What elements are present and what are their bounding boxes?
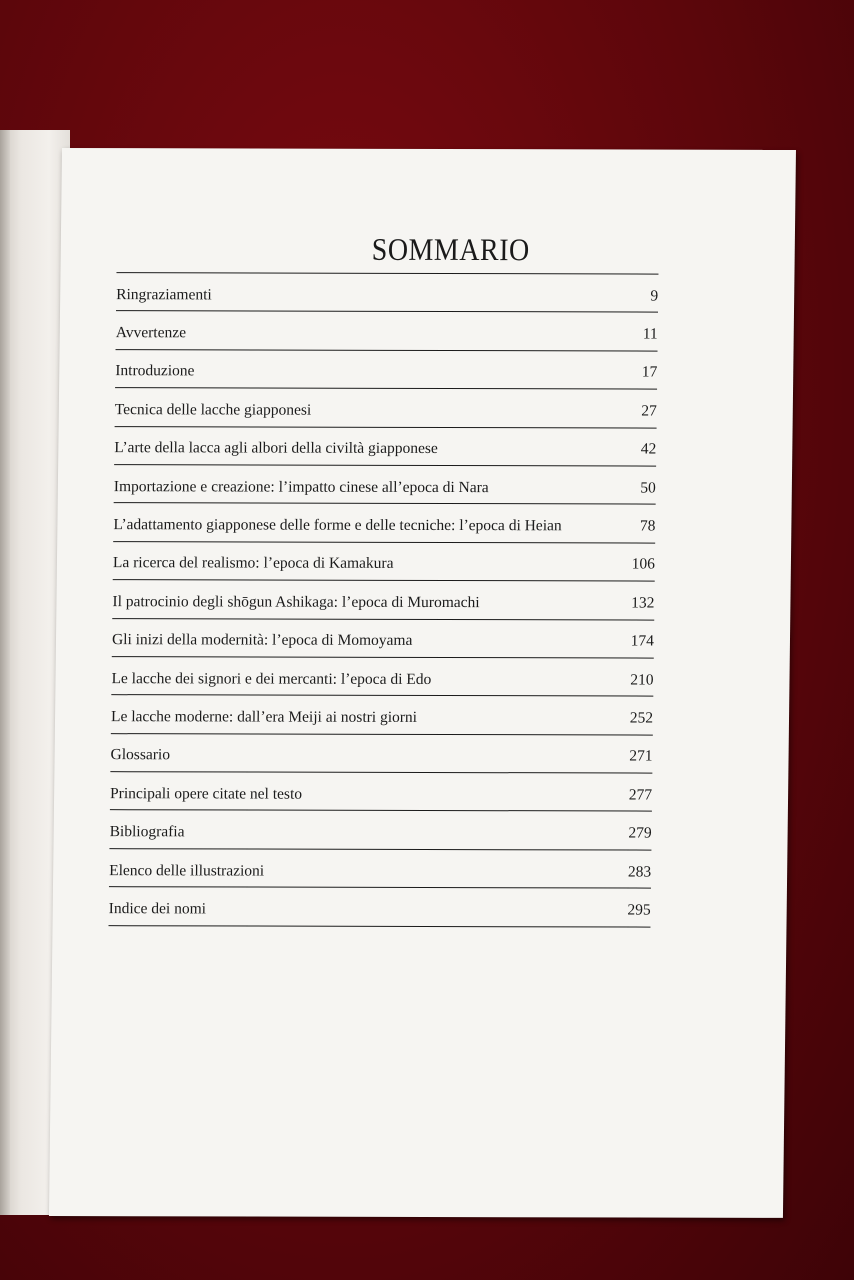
toc-entry: [110, 734, 652, 774]
toc-entry-page: 132: [631, 594, 655, 612]
toc-entry: [112, 580, 654, 620]
toc-entry-title: Ringraziamenti: [116, 285, 212, 304]
toc-entry-page: 295: [627, 901, 651, 919]
toc-entry-page: 78: [639, 517, 656, 535]
toc-entry: [115, 388, 657, 428]
toc-entry-title: Elenco delle illustrazioni: [109, 861, 265, 880]
toc-entry: [116, 273, 658, 313]
toc-entry-page: 283: [627, 863, 652, 881]
toc-entry-title: L’arte della lacca agli albori della civiltà giapponese: [114, 439, 438, 458]
toc-entry-page: 17: [641, 363, 658, 382]
table-of-contents: [108, 272, 658, 927]
toc-entry: [111, 657, 653, 697]
toc-entry-title: Gli inizi della modernità: l’epoca di Momoyama: [111, 631, 413, 650]
toc-entry-title: Bibliografia: [109, 823, 185, 841]
toc-entry-page: 210: [630, 671, 654, 689]
toc-entry: [108, 887, 650, 927]
toc-entry: [110, 772, 652, 812]
toc-entry-title: Indice dei nomi: [108, 900, 207, 918]
toc-entry: [111, 695, 653, 735]
toc-entry: [109, 849, 651, 889]
toc-entry: [114, 465, 656, 505]
toc-entry-title: Tecnica delle lacche giapponesi: [114, 401, 312, 419]
page-title: SOMMARIO: [371, 232, 530, 269]
toc-entry-title: Il patrocinio degli shōgun Ashikaga: l’epoca di Muromachi: [112, 592, 480, 611]
toc-entry-title: Principali opere citate nel testo: [110, 784, 303, 803]
toc-entry-page: 27: [641, 402, 657, 420]
toc-entry-title: La ricerca del realismo: l’epoca di Kamakura: [112, 554, 394, 573]
toc-entry-title: Glossario: [110, 746, 171, 764]
toc-entry-page: 271: [629, 747, 653, 765]
toc-entry: [114, 427, 656, 467]
toc-entry-title: L’adattamento giapponese delle forme e delle tecniche: l’epoca di Heian: [113, 516, 562, 535]
toc-entry-page: 252: [629, 709, 654, 727]
book-page: [49, 148, 796, 1218]
toc-entry-title: Importazione e creazione: l’impatto cinese all’epoca di Nara: [113, 477, 489, 496]
toc-entry-page: 279: [628, 824, 652, 842]
toc-entry-page: 42: [640, 440, 657, 458]
toc-entry: [113, 503, 655, 543]
toc-entry-title: Le lacche moderne: dall’era Meiji ai nostri giorni: [110, 708, 418, 726]
toc-entry-page: 174: [630, 632, 655, 650]
toc-entry-page: 277: [628, 786, 653, 804]
toc-entry: [113, 542, 655, 582]
toc-entry-page: 11: [642, 325, 658, 343]
toc-entry-title: Avvertenze: [115, 324, 187, 342]
toc-entry: [116, 312, 658, 352]
toc-entry-page: 9: [650, 287, 659, 305]
toc-entry-title: Le lacche dei signori e dei mercanti: l’epoca di Edo: [111, 669, 432, 688]
toc-entry-page: 106: [631, 555, 656, 573]
toc-entry: [112, 619, 654, 659]
toc-entry-page: 50: [640, 479, 656, 497]
toc-entry-title: Introduzione: [115, 362, 195, 380]
toc-entry: [109, 811, 651, 851]
toc-entry: [115, 350, 657, 390]
